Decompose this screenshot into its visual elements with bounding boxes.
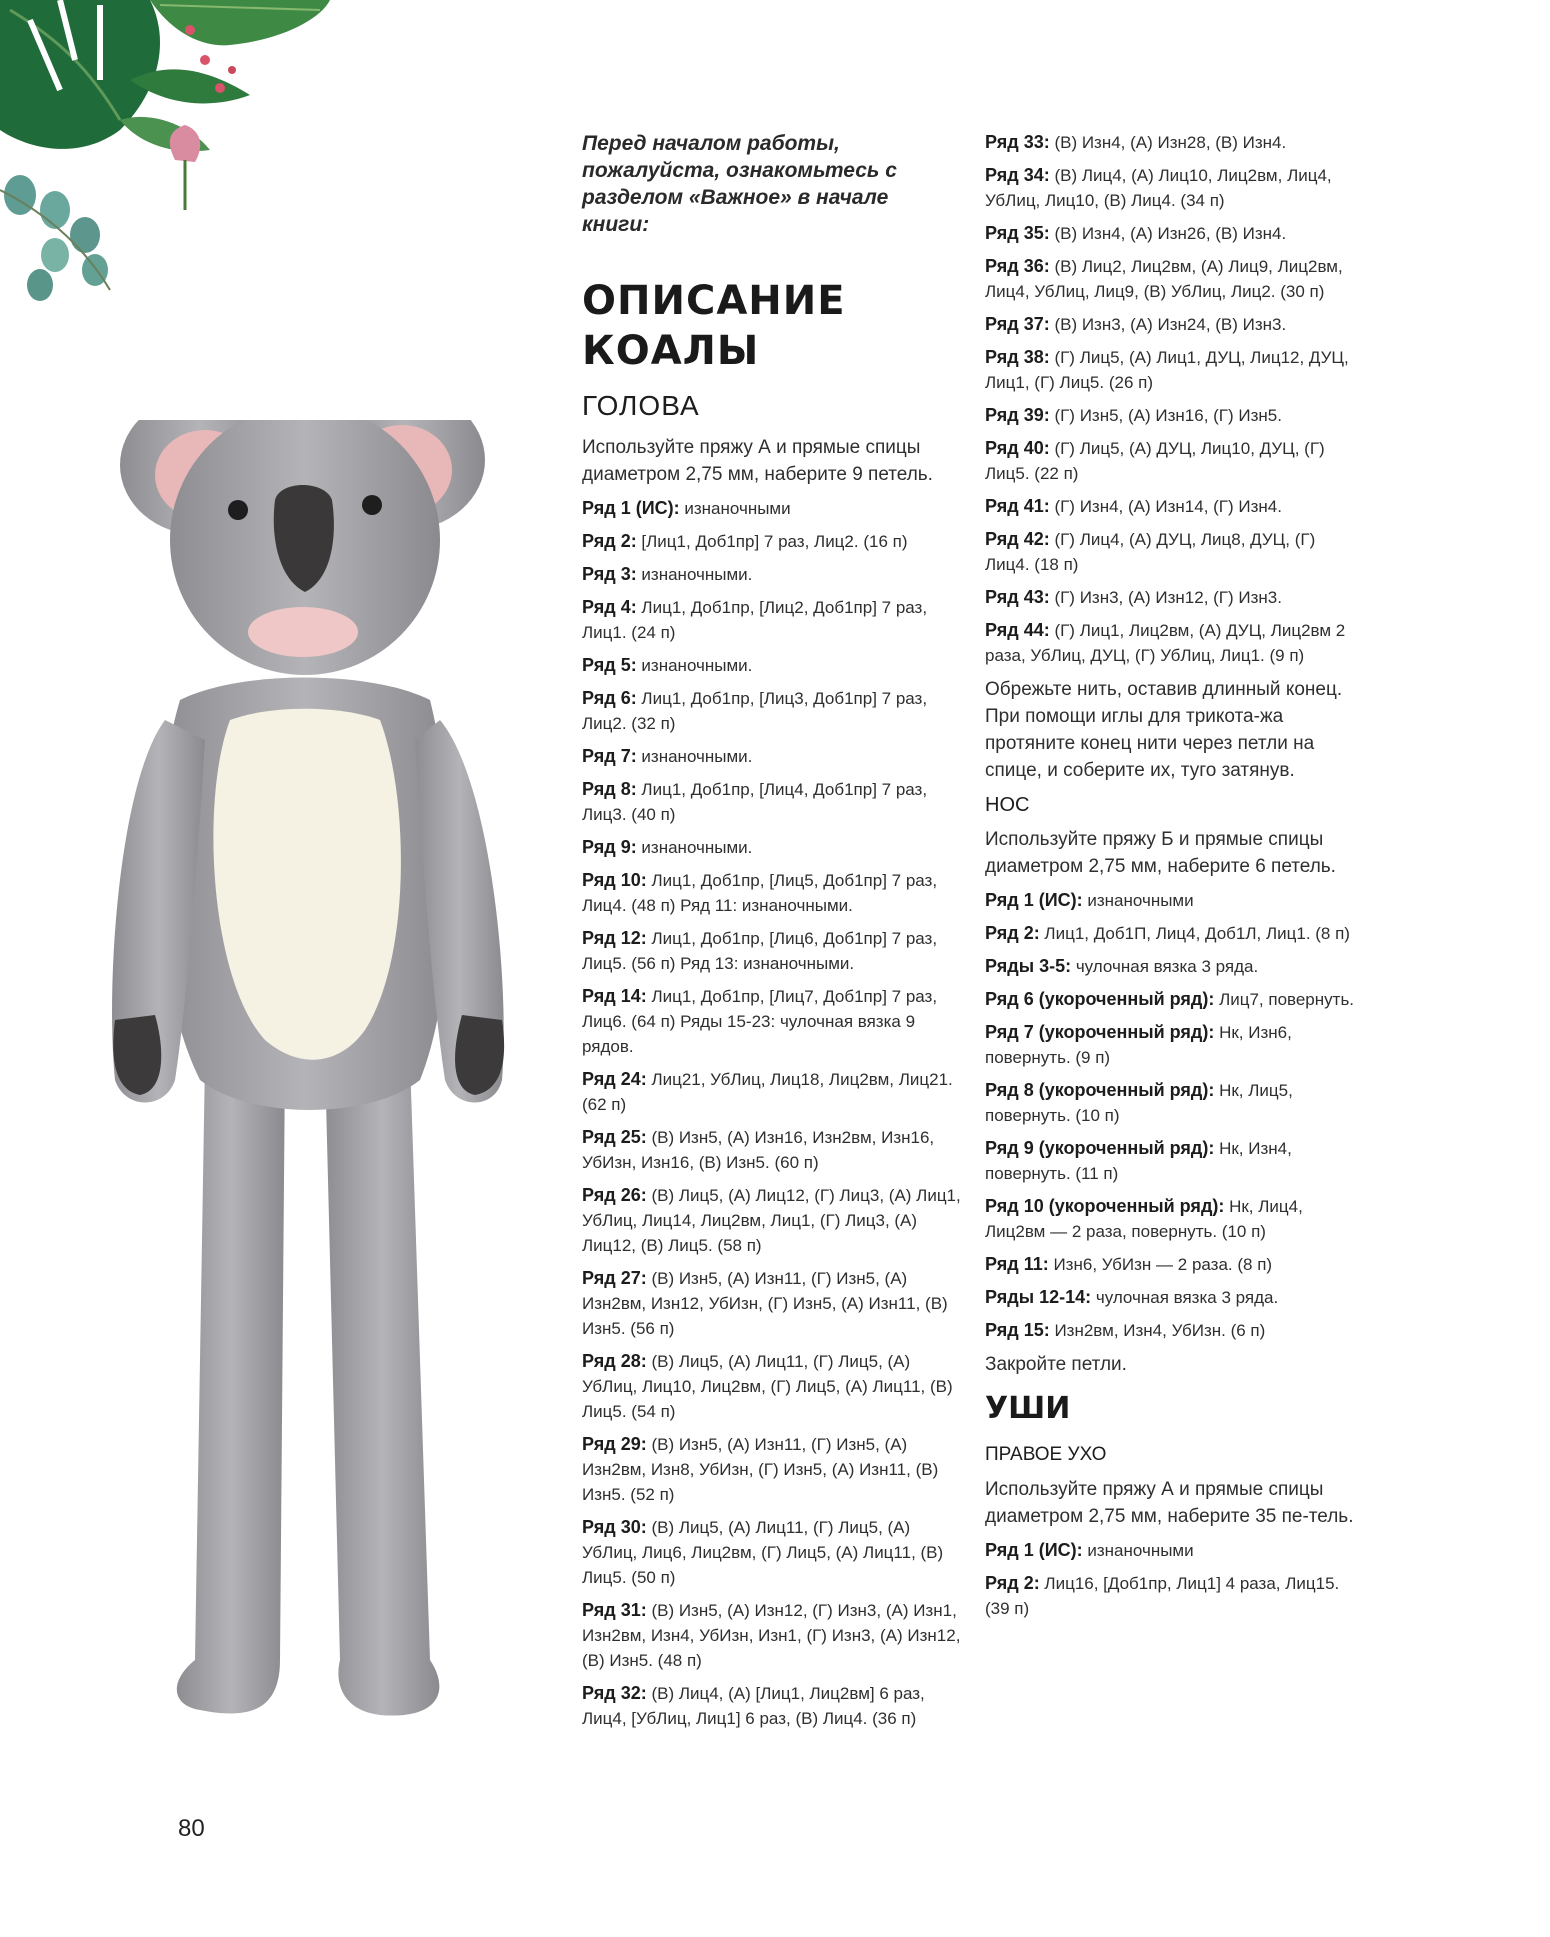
instruction-row — [582, 1432, 962, 1507]
row-label: Ряд 36: — [985, 256, 1050, 276]
row-label: Ряд 37: — [985, 314, 1050, 334]
row-text: Лиц1, Доб1пр, [Лиц4, Доб1пр] 7 раз, Лиц3. (40 п) — [582, 780, 928, 824]
instruction-row — [582, 653, 962, 678]
row-label: Ряд 38: — [985, 347, 1050, 367]
section-heading-nose: НОС — [985, 794, 1030, 816]
row-label: Ряд 14: — [582, 986, 647, 1006]
row-label: Ряд 26: — [582, 1185, 647, 1205]
row-label: Ряд 10 (укороченный ряд): — [985, 1196, 1225, 1216]
row-text: (Г) Изн3, (А) Изн12, (Г) Изн3. — [1049, 588, 1282, 607]
row-text: (В) Лиц4, (А) Лиц10, Лиц2вм, Лиц4, УбЛиц, Лиц10, (В) Лиц4. (34 п) — [985, 166, 1332, 210]
row-label: Ряды 3-5: — [985, 956, 1072, 976]
instruction-row — [985, 1078, 1355, 1128]
row-label: Ряд 43: — [985, 587, 1050, 607]
section-heading-head: ГОЛОВА — [582, 390, 700, 421]
instruction-row — [582, 1681, 962, 1731]
instruction-row — [582, 777, 962, 827]
instruction-row — [985, 987, 1355, 1012]
row-text: Лиц1, Доб1пр, [Лиц2, Доб1пр] 7 раз, Лиц1. (24 п) — [582, 598, 928, 642]
row-label: Ряд 28: — [582, 1351, 647, 1371]
row-label: Ряд 1 (ИС): — [985, 890, 1083, 910]
instruction-row — [985, 618, 1355, 668]
tropical-leaves-illustration — [0, 0, 360, 320]
page-title-line-1: ОПИСАНИЕ — [582, 278, 846, 324]
row-text: (Г) Изн5, (А) Изн16, (Г) Изн5. — [1049, 406, 1282, 425]
row-label: Ряд 15: — [985, 1320, 1050, 1340]
head-rows-part-1 — [582, 496, 962, 1731]
instruction-row — [582, 835, 962, 860]
row-label: Ряд 31: — [582, 1600, 647, 1620]
instruction-row — [582, 1183, 962, 1258]
row-text: (В) Изн5, (А) Изн11, (Г) Изн5, (А) Изн2вм, Изн12, УбИзн, (Г) Изн5, (А) Изн11, (В) Изн5. (56 п) — [582, 1269, 948, 1338]
instruction-row — [985, 1020, 1355, 1070]
instruction-row — [582, 686, 962, 736]
row-label: Ряд 8: — [582, 779, 637, 799]
instruction-row — [582, 1125, 962, 1175]
row-text: чулочная вязка 3 ряда. — [1091, 1288, 1279, 1307]
row-text: Лиц21, УбЛиц, Лиц18, Лиц2вм, Лиц21. (62 п) — [582, 1070, 953, 1114]
row-text: Лиц7, повернуть. — [1214, 990, 1355, 1009]
instruction-row — [985, 921, 1355, 946]
row-text: (В) Лиц5, (А) Лиц12, (Г) Лиц3, (А) Лиц1, УбЛиц, Лиц14, Лиц2вм, Лиц1, (Г) Лиц3, (А) Лиц12, (В) Лиц5. (58 п) — [582, 1186, 961, 1255]
row-text: Нк, Лиц4, Лиц2вм — 2 раза, повернуть. (10 п) — [985, 1197, 1303, 1241]
row-label: Ряд 30: — [582, 1517, 647, 1537]
subsection-heading-right-ear: ПРАВОЕ УХО — [985, 1444, 1107, 1465]
head-outro: Обрежьте нить, оставив длинный конец. При помощи иглы для трикота-жа протяните конец нити через петли на спице, и соберите их, туго затянув. — [985, 679, 1343, 781]
instruction-row — [582, 496, 962, 521]
instruction-row — [582, 562, 962, 587]
koala-legs — [177, 1060, 440, 1716]
row-label: Ряд 44: — [985, 620, 1050, 640]
row-label: Ряд 24: — [582, 1069, 647, 1089]
column-right — [985, 130, 1355, 1629]
instruction-row — [582, 529, 962, 554]
row-text: (В) Лиц2, Лиц2вм, (А) Лиц9, Лиц2вм, Лиц4, УбЛиц, Лиц9, (В) УбЛиц, Лиц2. (30 п) — [985, 257, 1343, 301]
instruction-row — [582, 1598, 962, 1673]
row-text: Лиц1, Доб1пр, [Лиц6, Доб1пр] 7 раз, Лиц5. (56 п) Ряд 13: изнаночными. — [582, 929, 938, 973]
row-label: Ряд 42: — [985, 529, 1050, 549]
instruction-row — [985, 1571, 1355, 1621]
instruction-row — [985, 1194, 1355, 1244]
instruction-row — [985, 312, 1355, 337]
instruction-row — [985, 954, 1355, 979]
row-label: Ряд 29: — [582, 1434, 647, 1454]
row-text: изнаночными. — [636, 565, 753, 584]
ear-rows — [985, 1538, 1355, 1621]
row-label: Ряд 6: — [582, 688, 637, 708]
instruction-row — [985, 1538, 1355, 1563]
instruction-row — [985, 403, 1355, 428]
instruction-row — [985, 1285, 1355, 1310]
instruction-row — [985, 1318, 1355, 1343]
knitted-koala-photo — [110, 420, 550, 1770]
instruction-row — [985, 163, 1355, 213]
row-text: (Г) Лиц4, (А) ДУЦ, Лиц8, ДУЦ, (Г) Лиц4. (18 п) — [985, 530, 1316, 574]
row-text: Нк, Лиц5, повернуть. (10 п) — [985, 1081, 1293, 1125]
row-text: изнаночными. — [636, 747, 753, 766]
row-label: Ряд 3: — [582, 564, 637, 584]
row-text: Нк, Изн6, повернуть. (9 п) — [985, 1023, 1292, 1067]
instruction-row — [985, 130, 1355, 155]
row-text: (В) Изн4, (А) Изн28, (В) Изн4. — [1049, 133, 1287, 152]
head-rows-part-2 — [985, 130, 1355, 668]
row-text: Лиц16, [Доб1пр, Лиц1] 4 раза, Лиц15. (39 п) — [985, 1574, 1340, 1618]
row-label: Ряд 11: — [985, 1254, 1049, 1274]
row-text: чулочная вязка 3 ряда. — [1071, 957, 1259, 976]
intro-note: Перед началом работы, пожалуйста, ознакомьтесь с разделом «Важное» в начале книги: — [582, 132, 897, 236]
row-text: изнаночными. — [636, 656, 753, 675]
row-label: Ряд 25: — [582, 1127, 647, 1147]
row-label: Ряд 1 (ИС): — [985, 1540, 1083, 1560]
row-label: Ряд 33: — [985, 132, 1050, 152]
row-text: (Г) Лиц5, (А) ДУЦ, Лиц10, ДУЦ, (Г) Лиц5. (22 п) — [985, 439, 1325, 483]
row-label: Ряд 12: — [582, 928, 647, 948]
row-label: Ряд 6 (укороченный ряд): — [985, 989, 1215, 1009]
row-label: Ряд 7: — [582, 746, 637, 766]
row-text: (В) Изн5, (А) Изн11, (Г) Изн5, (А) Изн2вм, Изн8, УбИзн, (Г) Изн5, (А) Изн11, (В) Изн5. (52 п) — [582, 1435, 939, 1504]
row-label: Ряд 1 (ИС): — [582, 498, 680, 518]
row-label: Ряд 4: — [582, 597, 637, 617]
instruction-row — [582, 1515, 962, 1590]
instruction-row — [582, 744, 962, 769]
instruction-row — [985, 221, 1355, 246]
column-left — [582, 388, 962, 1739]
row-text: (В) Изн5, (А) Изн12, (Г) Изн3, (А) Изн1, Изн2вм, Изн4, УбИзн, Изн1, (Г) Изн3, (А) Изн12, (В) Изн5. (48 п) — [582, 1601, 961, 1670]
row-text: Изн2вм, Изн4, УбИзн. (6 п) — [1049, 1321, 1266, 1340]
row-label: Ряд 10: — [582, 870, 647, 890]
row-label: Ряд 9 (укороченный ряд): — [985, 1138, 1215, 1158]
instruction-row — [582, 868, 962, 918]
row-text: (В) Изн5, (А) Изн16, Изн2вм, Изн16, УбИзн, Изн16, (В) Изн5. (60 п) — [582, 1128, 935, 1172]
row-label: Ряд 40: — [985, 438, 1050, 458]
row-label: Ряд 39: — [985, 405, 1050, 425]
page-title — [582, 276, 942, 376]
instruction-row — [985, 1136, 1355, 1186]
nose-rows — [985, 888, 1355, 1343]
row-label: Ряд 7 (укороченный ряд): — [985, 1022, 1215, 1042]
row-text: (Г) Изн4, (А) Изн14, (Г) Изн4. — [1049, 497, 1282, 516]
row-text: Лиц1, Доб1П, Лиц4, Доб1Л, Лиц1. (8 п) — [1039, 924, 1350, 943]
section-heading-ears: УШИ — [985, 1391, 1071, 1426]
ears-intro: Используйте пряжу А и прямые спицы диаметром 2,75 мм, наберите 35 пе-тель. — [985, 1479, 1354, 1527]
row-text: Изн6, УбИзн — 2 раза. (8 п) — [1048, 1255, 1273, 1274]
row-label: Ряд 5: — [582, 655, 637, 675]
nose-intro: Используйте пряжу Б и прямые спицы диаметром 2,75 мм, наберите 6 петель. — [985, 829, 1336, 877]
row-text: (В) Лиц4, (А) [Лиц1, Лиц2вм] 6 раз, Лиц4, [УбЛиц, Лиц1] 6 раз, (В) Лиц4. (36 п) — [582, 1684, 925, 1728]
row-text: (В) Лиц5, (А) Лиц11, (Г) Лиц5, (А) УбЛиц, Лиц10, Лиц2вм, (Г) Лиц5, (А) Лиц11, (В) Лиц5. (54 п) — [582, 1352, 953, 1421]
instruction-row — [582, 1266, 962, 1341]
instruction-row — [985, 585, 1355, 610]
instruction-row — [582, 595, 962, 645]
row-text: изнаночными — [1082, 891, 1194, 910]
row-label: Ряд 8 (укороченный ряд): — [985, 1080, 1215, 1100]
pink-flower — [170, 25, 236, 210]
row-label: Ряд 2: — [582, 531, 637, 551]
row-text: (В) Лиц5, (А) Лиц11, (Г) Лиц5, (А) УбЛиц, Лиц6, Лиц2вм, (Г) Лиц5, (А) Лиц11, (В) Лиц5. (50 п) — [582, 1518, 944, 1587]
instruction-row — [985, 345, 1355, 395]
row-text: (В) Изн3, (А) Изн24, (В) Изн3. — [1049, 315, 1287, 334]
row-label: Ряд 27: — [582, 1268, 647, 1288]
row-text: Лиц1, Доб1пр, [Лиц3, Доб1пр] 7 раз, Лиц2. (32 п) — [582, 689, 928, 733]
row-text: изнаночными — [679, 499, 791, 518]
page-title-line-2: КОАЛЫ — [582, 328, 760, 374]
row-text: Лиц1, Доб1пр, [Лиц5, Доб1пр] 7 раз, Лиц4. (48 п) Ряд 11: изнаночными. — [582, 871, 938, 915]
row-text: (В) Изн4, (А) Изн26, (В) Изн4. — [1049, 224, 1287, 243]
instruction-row — [582, 1349, 962, 1424]
instruction-row — [582, 1067, 962, 1117]
instruction-row — [985, 888, 1355, 913]
row-label: Ряд 35: — [985, 223, 1050, 243]
instruction-row — [985, 527, 1355, 577]
row-text: (Г) Лиц1, Лиц2вм, (А) ДУЦ, Лиц2вм 2 раза, УбЛиц, ДУЦ, (Г) УбЛиц, Лиц1. (9 п) — [985, 621, 1346, 665]
instruction-row — [985, 254, 1355, 304]
instruction-row — [985, 436, 1355, 486]
row-text: (Г) Лиц5, (А) Лиц1, ДУЦ, Лиц12, ДУЦ, Лиц1, (Г) Лиц5. (26 п) — [985, 348, 1349, 392]
row-label: Ряд 2: — [985, 1573, 1040, 1593]
page-number: 80 — [178, 1815, 205, 1842]
row-text: изнаночными. — [636, 838, 753, 857]
koala-head — [120, 420, 485, 675]
row-label: Ряды 12-14: — [985, 1287, 1092, 1307]
row-label: Ряд 9: — [582, 837, 637, 857]
row-label: Ряд 34: — [985, 165, 1050, 185]
instruction-row — [582, 926, 962, 976]
head-intro: Используйте пряжу А и прямые спицы диаметром 2,75 мм, наберите 9 петель. — [582, 437, 933, 485]
instruction-row — [582, 984, 962, 1059]
row-text: изнаночными — [1082, 1541, 1194, 1560]
row-text: Нк, Изн4, повернуть. (11 п) — [985, 1139, 1292, 1183]
row-text: Лиц1, Доб1пр, [Лиц7, Доб1пр] 7 раз, Лиц6. (64 п) Ряды 15-23: чулочная вязка 9 рядов. — [582, 987, 938, 1056]
row-text: [Лиц1, Доб1пр] 7 раз, Лиц2. (16 п) — [636, 532, 908, 551]
row-label: Ряд 2: — [985, 923, 1040, 943]
nose-outro: Закройте петли. — [985, 1354, 1127, 1375]
instruction-row — [985, 494, 1355, 519]
instruction-row — [985, 1252, 1355, 1277]
row-label: Ряд 32: — [582, 1683, 647, 1703]
row-label: Ряд 41: — [985, 496, 1050, 516]
eucalyptus-leaves — [0, 175, 110, 301]
